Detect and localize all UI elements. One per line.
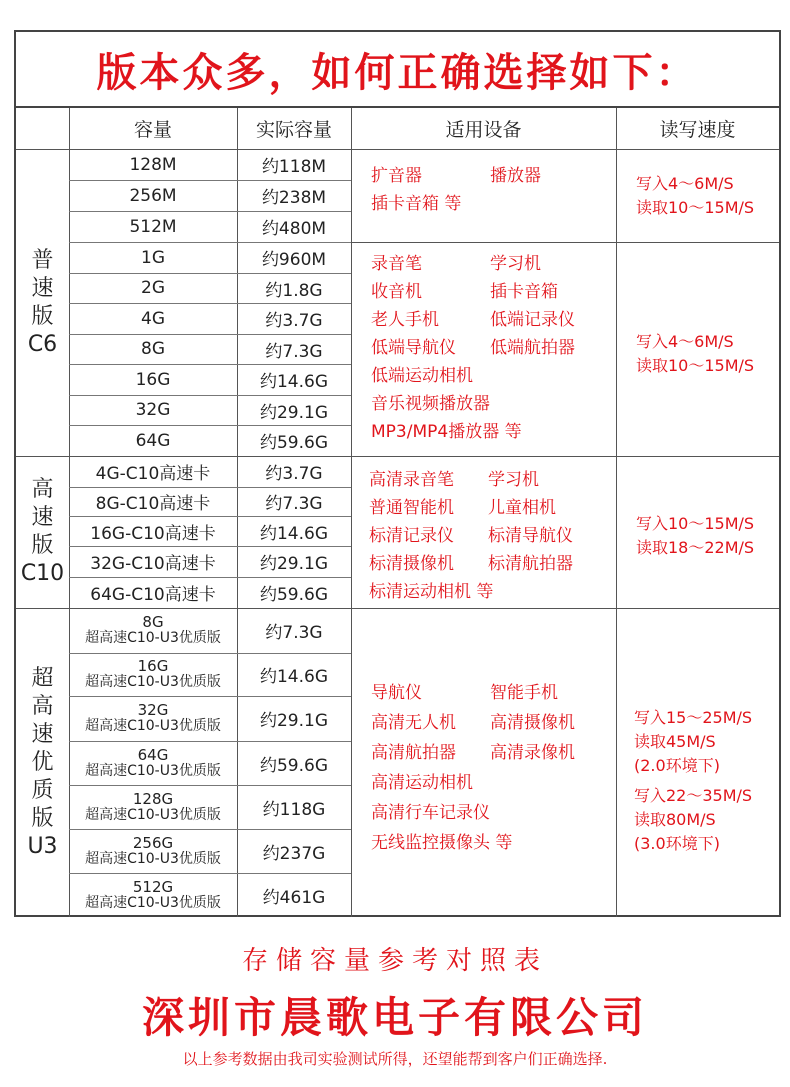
header-speed: 读写速度 bbox=[659, 119, 736, 141]
speed-info bbox=[634, 706, 752, 856]
capacity-cell: 16G bbox=[135, 369, 171, 390]
table-subtitle: 存储容量参考对照表 bbox=[241, 946, 548, 976]
actual-capacity-cell: 约118G bbox=[262, 799, 326, 820]
devices-list bbox=[371, 250, 575, 446]
capacity-size: 32G bbox=[137, 701, 169, 719]
actual-capacity-cell: 约59.6G bbox=[259, 433, 329, 453]
device-line: 无线监控摄像头 等 bbox=[371, 833, 513, 853]
speed-line: (3.0环境下) bbox=[634, 834, 720, 853]
device-line: 老人手机 低端记录仪 bbox=[371, 310, 575, 330]
speed-line: 读取18～22M/S bbox=[636, 538, 755, 557]
capacity-size: 512G bbox=[132, 877, 174, 896]
grid-line bbox=[351, 242, 779, 243]
speed-line: 写入22～35M/S bbox=[634, 786, 753, 805]
grid-line bbox=[351, 108, 352, 917]
capacity-cell: 256M bbox=[129, 185, 177, 206]
capacity-cell: 4G-C10高速卡 bbox=[95, 464, 211, 484]
device-line: 收音机 插卡音箱 bbox=[371, 282, 558, 302]
capacity-grade: 超高速C10-U3优质版 bbox=[85, 674, 221, 690]
speed-info bbox=[636, 172, 754, 220]
capacity-cell: 2G bbox=[141, 278, 165, 298]
device-line: 普通智能机 儿童相机 bbox=[369, 498, 556, 518]
group-label-c10: 高 速 版 C10 bbox=[20, 477, 65, 586]
footer-note: 以上参考数据由我司实验测试所得，还望能帮到客户们正确选择. bbox=[182, 1050, 608, 1068]
device-line: 标清运动相机 等 bbox=[369, 582, 494, 602]
speed-line: 写入15～25M/S bbox=[634, 708, 753, 727]
capacity-grade: 超高速C10-U3优质版 bbox=[85, 630, 221, 646]
capacity-grade: 超高速C10-U3优质版 bbox=[85, 806, 221, 823]
actual-capacity-cell: 约29.1G bbox=[259, 402, 329, 423]
actual-capacity-cell: 约7.3G bbox=[265, 494, 323, 514]
capacity-grade: 超高速C10-U3优质版 bbox=[85, 850, 221, 867]
device-line: 高清航拍器 高清录像机 bbox=[371, 743, 575, 763]
capacity-cell: 64G bbox=[135, 430, 171, 451]
actual-capacity-cell: 约7.3G bbox=[265, 341, 323, 362]
actual-capacity-cell: 约3.7G bbox=[265, 311, 323, 331]
actual-capacity-cell: 约29.1G bbox=[259, 711, 329, 731]
capacity-size: 256G bbox=[132, 833, 174, 852]
actual-capacity-cell: 约238M bbox=[261, 188, 327, 208]
device-line: 低端运动相机 bbox=[371, 366, 473, 386]
group-label-c6: 普 速 版 C6 bbox=[27, 247, 58, 357]
device-line: MP3/MP4播放器 等 bbox=[371, 422, 522, 442]
capacity-size: 128G bbox=[132, 789, 174, 808]
page-title: 版本众多，如何正确选择如下： bbox=[16, 32, 779, 108]
speed-line: 写入4～6M/S bbox=[636, 332, 734, 351]
speed-line: 读取45M/S bbox=[634, 732, 716, 751]
actual-capacity-cell: 约59.6G bbox=[259, 755, 329, 776]
actual-capacity-cell: 约14.6G bbox=[259, 667, 329, 687]
capacity-cell bbox=[69, 873, 237, 917]
speed-line: (2.0环境下) bbox=[634, 756, 720, 775]
capacity-cell bbox=[69, 653, 237, 696]
device-line: 高清运动相机 bbox=[371, 773, 473, 793]
actual-capacity-cell: 约7.3G bbox=[265, 623, 323, 643]
capacity-cell: 8G-C10高速卡 bbox=[95, 494, 211, 514]
capacity-cell: 32G-C10高速卡 bbox=[90, 554, 216, 574]
capacity-cell bbox=[69, 608, 237, 653]
capacity-cell: 64G-C10高速卡 bbox=[90, 585, 216, 605]
header-actual: 实际容量 bbox=[255, 119, 332, 141]
actual-capacity-cell: 约118M bbox=[261, 157, 327, 177]
grid-line bbox=[616, 108, 617, 917]
capacity-cell: 1G bbox=[141, 247, 165, 268]
capacity-cell: 8G bbox=[141, 339, 165, 359]
device-line: 扩音器 播放器 bbox=[371, 166, 541, 186]
speed-line: 写入10～15M/S bbox=[636, 514, 755, 533]
comparison-table bbox=[14, 30, 781, 917]
actual-capacity-cell: 约29.1G bbox=[259, 554, 329, 574]
actual-capacity-cell: 约480M bbox=[261, 219, 327, 239]
actual-capacity-cell: 约237G bbox=[262, 843, 326, 864]
speed-line: 读取10～15M/S bbox=[636, 198, 755, 217]
capacity-cell bbox=[69, 696, 237, 741]
speed-line: 读取80M/S bbox=[634, 810, 716, 829]
devices-list bbox=[371, 678, 575, 858]
device-line: 低端导航仪 低端航拍器 bbox=[371, 338, 575, 358]
capacity-cell bbox=[69, 741, 237, 785]
device-line: 插卡音箱 等 bbox=[371, 194, 462, 214]
speed-info bbox=[636, 512, 754, 560]
capacity-cell bbox=[69, 829, 237, 873]
capacity-size: 64G bbox=[137, 745, 169, 764]
speed-line: 读取10～15M/S bbox=[636, 356, 755, 375]
header-capacity: 容量 bbox=[133, 119, 172, 141]
capacity-cell: 32G bbox=[135, 400, 171, 420]
devices-list bbox=[369, 466, 573, 606]
actual-capacity-cell: 约461G bbox=[262, 887, 326, 908]
device-line: 标清记录仪 标清导航仪 bbox=[369, 526, 573, 546]
capacity-cell bbox=[69, 785, 237, 829]
capacity-grade: 超高速C10-U3优质版 bbox=[85, 762, 221, 779]
device-line: 高清录音笔 学习机 bbox=[369, 470, 539, 490]
device-line: 导航仪 智能手机 bbox=[371, 683, 558, 703]
capacity-grade: 超高速C10-U3优质版 bbox=[85, 718, 221, 734]
speed-info bbox=[636, 330, 754, 378]
speed-line: 写入4～6M/S bbox=[636, 174, 734, 193]
actual-capacity-cell: 约14.6G bbox=[259, 523, 329, 544]
device-line: 高清行车记录仪 bbox=[371, 803, 490, 823]
company-name: 深圳市晨歌电子有限公司 bbox=[141, 993, 648, 1042]
actual-capacity-cell: 约59.6G bbox=[259, 585, 329, 605]
device-line: 标清摄像机 标清航拍器 bbox=[369, 554, 573, 574]
actual-capacity-cell: 约14.6G bbox=[259, 372, 329, 392]
capacity-cell: 16G-C10高速卡 bbox=[90, 523, 216, 544]
devices-list bbox=[371, 162, 541, 218]
capacity-cell: 4G bbox=[141, 308, 165, 329]
header-devices: 适用设备 bbox=[445, 119, 522, 141]
device-line: 录音笔 学习机 bbox=[371, 254, 541, 274]
capacity-size: 8G bbox=[142, 613, 164, 631]
actual-capacity-cell: 约3.7G bbox=[265, 464, 323, 484]
actual-capacity-cell: 约960M bbox=[261, 250, 327, 270]
capacity-cell: 128M bbox=[129, 154, 177, 175]
device-line: 音乐视频播放器 bbox=[371, 394, 490, 414]
capacity-size: 16G bbox=[137, 657, 169, 675]
capacity-cell: 512M bbox=[129, 216, 177, 237]
group-label-u3: 超 高 速 优 质 版 U3 bbox=[27, 665, 58, 859]
actual-capacity-cell: 约1.8G bbox=[265, 280, 323, 301]
device-line: 高清无人机 高清摄像机 bbox=[371, 713, 575, 733]
capacity-grade: 超高速C10-U3优质版 bbox=[85, 894, 221, 911]
